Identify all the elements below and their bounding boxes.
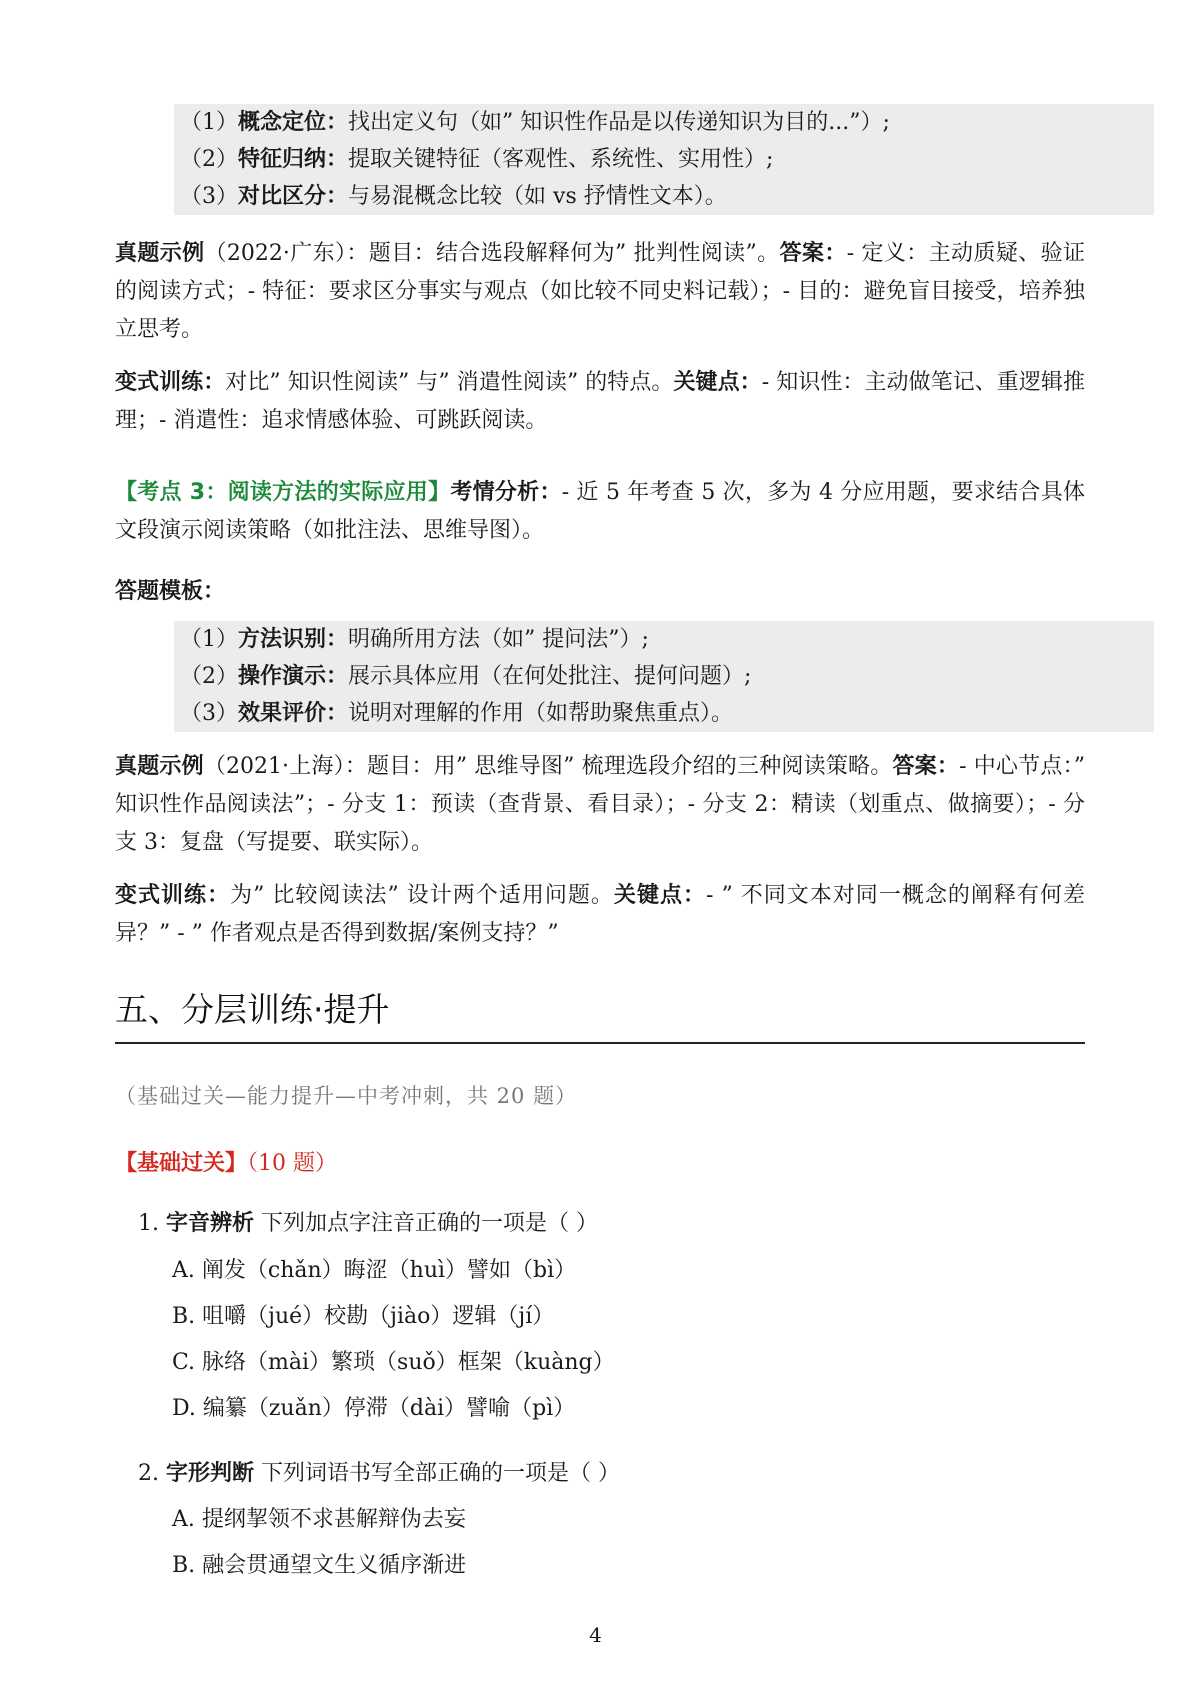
variant-drill-paragraph: 变式训练：为” 比较阅读法” 设计两个适用问题。关键点：- ” 不同文本对同一概念的阐释有何差异？” - ” 作者观点是否得到数据/案例支持？” — [115, 883, 1085, 946]
question-option: D. 编纂（zuǎn）停滞（dài）譬喻（pì） — [172, 1396, 576, 1421]
answer-template-box — [174, 104, 1154, 215]
template-row: （1）方法识别：明确所用方法（如” 提问法”）; — [180, 627, 649, 652]
question-option: A. 提纲挈领不求甚解辩伪去妄 — [172, 1507, 466, 1532]
template-row: （3）对比区分：与易混概念比较（如 vs 抒情性文本）。 — [180, 184, 727, 209]
question-option: A. 阐发（chǎn）晦涩（huì）譬如（bì） — [172, 1258, 577, 1283]
section-heading: 五、分层训练·提升 — [115, 990, 390, 1029]
template-row: （2）特征归纳：提取关键特征（客观性、系统性、实用性）; — [180, 147, 774, 172]
answer-template-label: 答题模板： — [115, 579, 226, 604]
question-option: C. 脉络（mài）繁琐（suǒ）框架（kuàng） — [172, 1350, 615, 1375]
page-number: 4 — [589, 1623, 602, 1647]
template-row: （3）效果评价：说明对理解的作用（如帮助聚焦重点）。 — [180, 701, 734, 726]
template-row: （2）操作演示：展示具体应用（在何处批注、提何问题）; — [180, 664, 752, 689]
answer-template-box — [174, 621, 1154, 732]
template-row: （1）概念定位：找出定义句（如” 知识性作品是以传递知识为目的...”）; — [180, 110, 890, 135]
level-heading: 【基础过关】（10 题） — [115, 1151, 338, 1176]
question-item: 1. 字音辨析 下列加点字注音正确的一项是（ ） — [138, 1211, 599, 1236]
exam-point-paragraph: 【考点 3：阅读方法的实际应用】考情分析：- 近 5 年考查 5 次，多为 4 分应用题，要求结合具体文段演示阅读策略（如批注法、思维导图）。 — [115, 480, 1085, 543]
question-option: B. 咀嚼（jué）校勘（jiào）逻辑（jí） — [172, 1304, 555, 1329]
section-divider — [115, 1042, 1085, 1044]
variant-drill-paragraph: 变式训练：对比” 知识性阅读” 与” 消遣性阅读” 的特点。关键点：- 知识性：主动做笔记、重逻辑推理；- 消遣性：追求情感体验、可跳跃阅读。 — [115, 370, 1085, 433]
section-subtitle: （基础过关—能力提升—中考冲刺，共 20 题） — [115, 1084, 578, 1108]
question-item: 2. 字形判断 下列词语书写全部正确的一项是（ ） — [138, 1461, 621, 1486]
exam-example-paragraph: 真题示例（2021·上海）：题目：用” 思维导图” 梳理选段介绍的三种阅读策略。答案：- 中心节点：” 知识性作品阅读法”；- 分支 1：预读（查背景、看目录）；- 分支 2：精读（划重点、做摘要）；- 分支 3：复盘（写提要、联实际）。 — [115, 754, 1085, 855]
question-option: B. 融会贯通望文生义循序渐进 — [172, 1553, 467, 1578]
exam-example-paragraph: 真题示例（2022·广东）：题目：结合选段解释何为” 批判性阅读”。答案：- 定义：主动质疑、验证的阅读方式；- 特征：要求区分事实与观点（如比较不同史料记载）；- 目的：避免盲目接受，培养独立思考。 — [115, 241, 1085, 342]
